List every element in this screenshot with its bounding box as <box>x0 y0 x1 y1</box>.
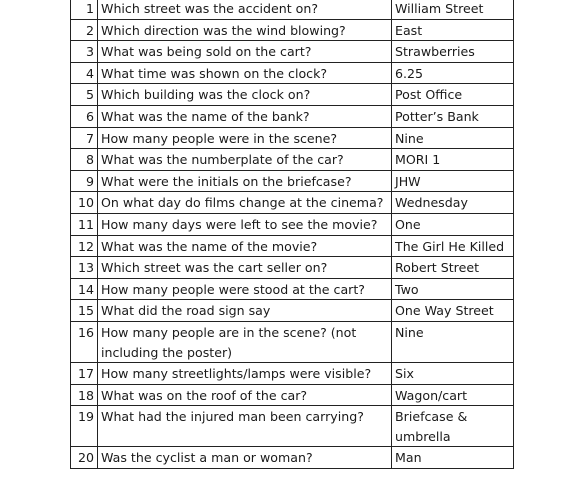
table-row <box>71 192 514 214</box>
table-row <box>71 300 514 322</box>
question-number-cell: 10 <box>71 192 98 214</box>
question-cell: What had the injured man been carrying? <box>98 406 392 447</box>
question-number-cell: 1 <box>71 0 98 19</box>
question-cell: How many days were left to see the movie? <box>98 213 392 235</box>
table-row <box>71 41 514 63</box>
answer-cell: William Street <box>392 0 514 19</box>
question-cell: What time was shown on the clock? <box>98 62 392 84</box>
answer-cell: MORI 1 <box>392 149 514 171</box>
table-row <box>71 213 514 235</box>
answer-cell: Strawberries <box>392 41 514 63</box>
table-row <box>71 84 514 106</box>
answer-cell: The Girl He Killed <box>392 235 514 257</box>
question-cell: What was on the roof of the car? <box>98 384 392 406</box>
question-cell: What were the initials on the briefcase? <box>98 170 392 192</box>
question-number-cell: 11 <box>71 213 98 235</box>
answer-cell: Nine <box>392 127 514 149</box>
table-row <box>71 235 514 257</box>
question-cell: Which direction was the wind blowing? <box>98 19 392 41</box>
answer-cell: One <box>392 213 514 235</box>
question-number-cell: 4 <box>71 62 98 84</box>
question-cell: What was the name of the bank? <box>98 105 392 127</box>
table-row <box>71 62 514 84</box>
table-row <box>71 384 514 406</box>
answer-cell: Six <box>392 363 514 385</box>
question-number-cell: 2 <box>71 19 98 41</box>
question-cell: How many people were in the scene? <box>98 127 392 149</box>
table-row <box>71 363 514 385</box>
question-cell: Which street was the cart seller on? <box>98 257 392 279</box>
question-cell: What was the numberplate of the car? <box>98 149 392 171</box>
question-number-cell: 3 <box>71 41 98 63</box>
quiz-table <box>70 0 514 469</box>
question-cell: Was the cyclist a man or woman? <box>98 447 392 469</box>
question-number-cell: 7 <box>71 127 98 149</box>
table-row <box>71 105 514 127</box>
quiz-table-body <box>71 0 514 469</box>
answer-cell: Two <box>392 278 514 300</box>
answer-cell: Wagon/cart <box>392 384 514 406</box>
question-number-cell: 20 <box>71 447 98 469</box>
answer-cell: 6.25 <box>392 62 514 84</box>
question-number-cell: 19 <box>71 406 98 447</box>
question-number-cell: 14 <box>71 278 98 300</box>
question-cell: How many streetlights/lamps were visible? <box>98 363 392 385</box>
table-row <box>71 278 514 300</box>
table-row <box>71 0 514 19</box>
question-number-cell: 13 <box>71 257 98 279</box>
question-cell: Which building was the clock on? <box>98 84 392 106</box>
answer-cell: Man <box>392 447 514 469</box>
answer-cell: East <box>392 19 514 41</box>
answer-cell: Potter’s Bank <box>392 105 514 127</box>
table-row <box>71 257 514 279</box>
table-row <box>71 149 514 171</box>
question-number-cell: 15 <box>71 300 98 322</box>
question-cell: On what day do films change at the cinema? <box>98 192 392 214</box>
table-row <box>71 321 514 362</box>
question-number-cell: 12 <box>71 235 98 257</box>
question-cell: What was being sold on the cart? <box>98 41 392 63</box>
question-number-cell: 16 <box>71 321 98 362</box>
question-number-cell: 6 <box>71 105 98 127</box>
table-row <box>71 447 514 469</box>
answer-cell: Post Office <box>392 84 514 106</box>
question-cell: How many people are in the scene? (not including the poster) <box>98 321 392 362</box>
question-cell: What was the name of the movie? <box>98 235 392 257</box>
question-cell: How many people were stood at the cart? <box>98 278 392 300</box>
answer-cell: Briefcase & umbrella <box>392 406 514 447</box>
table-row <box>71 406 514 447</box>
question-number-cell: 18 <box>71 384 98 406</box>
table-row <box>71 127 514 149</box>
answer-cell: Wednesday <box>392 192 514 214</box>
question-number-cell: 9 <box>71 170 98 192</box>
answer-cell: Nine <box>392 321 514 362</box>
answer-cell: One Way Street <box>392 300 514 322</box>
answer-cell: JHW <box>392 170 514 192</box>
table-row <box>71 19 514 41</box>
question-cell: Which street was the accident on? <box>98 0 392 19</box>
question-number-cell: 8 <box>71 149 98 171</box>
question-number-cell: 17 <box>71 363 98 385</box>
question-number-cell: 5 <box>71 84 98 106</box>
answer-cell: Robert Street <box>392 257 514 279</box>
question-cell: What did the road sign say <box>98 300 392 322</box>
table-row <box>71 170 514 192</box>
